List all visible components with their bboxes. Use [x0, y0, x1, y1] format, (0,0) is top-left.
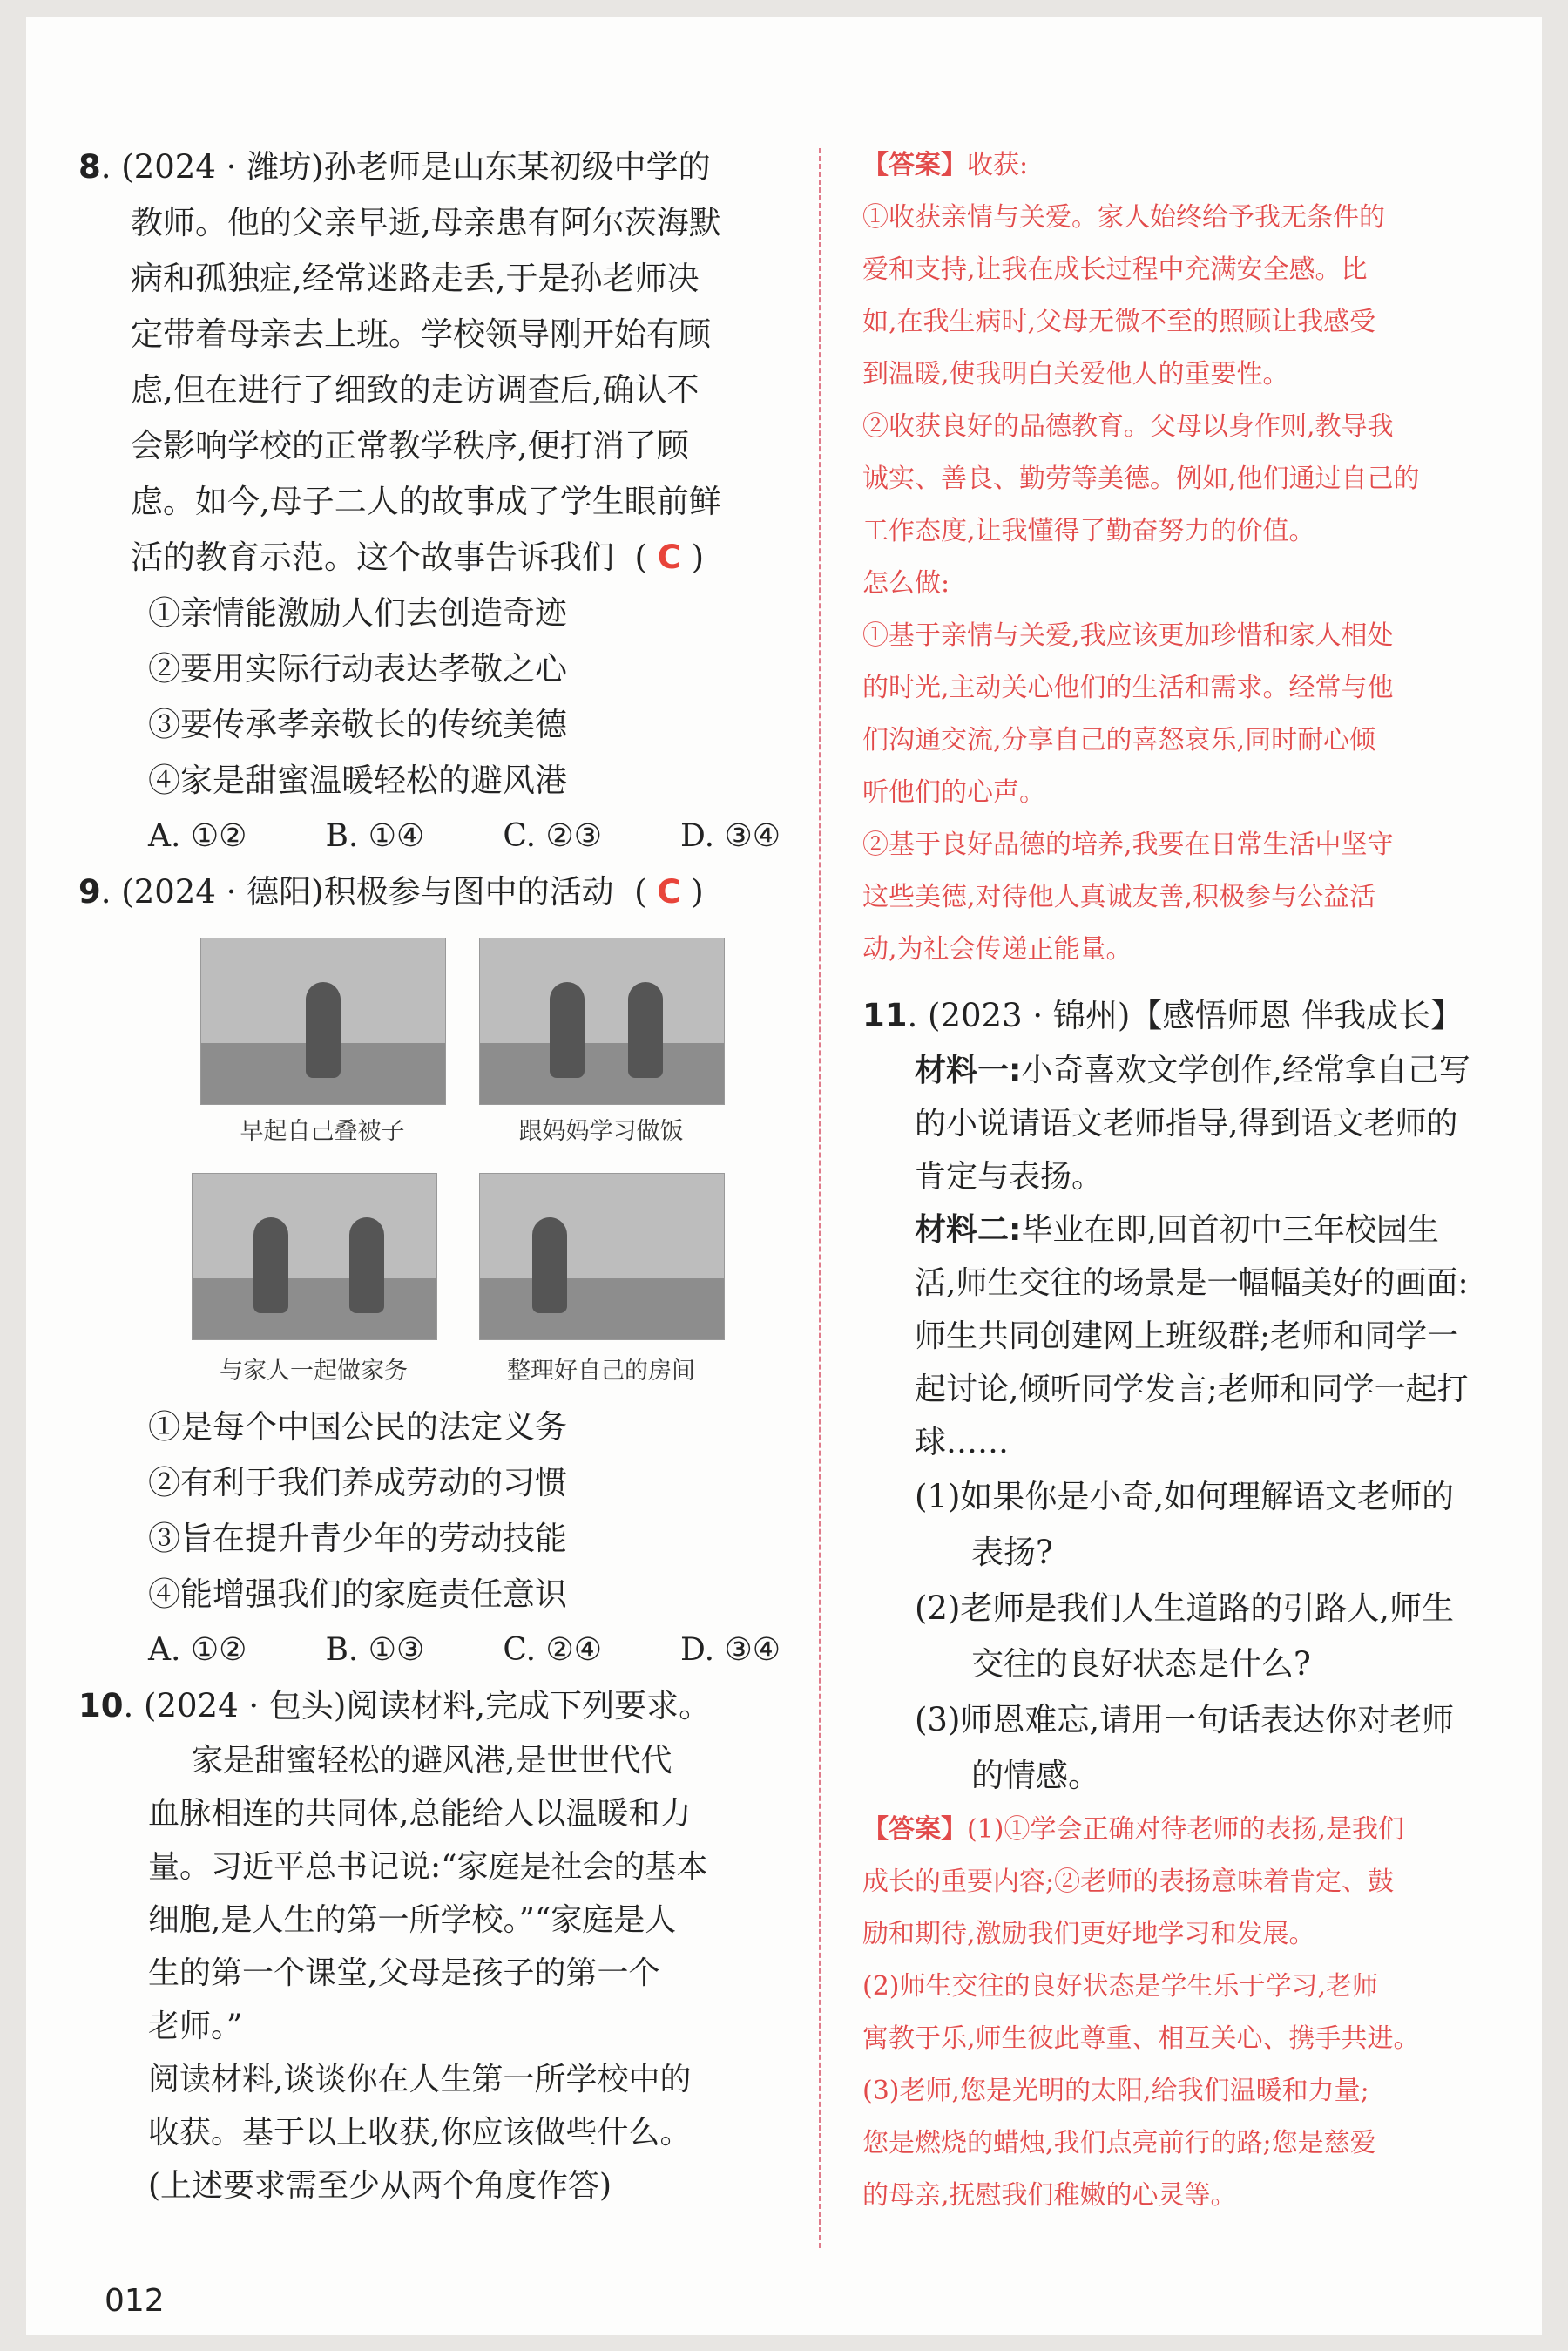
q9-answer: C [657, 873, 681, 911]
q10-answer-line: 工作态度,让我懂得了勤奋努力的价值。 [862, 516, 1315, 546]
q8-number: 8 [78, 148, 101, 186]
q10-answer-line: 如,在我生病时,父母无微不至的照顾让我感受 [862, 307, 1376, 337]
q11-answer-line: 励和期待,激励我们更好地学习和发展。 [862, 1919, 1315, 1949]
q11-m2-line: 球…… [915, 1425, 1010, 1460]
q9-choice-a: A. ①② [148, 1632, 247, 1668]
q11-answer-line: 成长的重要内容;②老师的表扬意味着肯定、鼓 [862, 1867, 1395, 1897]
left-column [78, 139, 801, 2212]
q10-answer-line: 怎么做: [862, 568, 950, 599]
q8-stem-line: 虑,但在进行了细致的走访调查后,确认不 [131, 371, 700, 409]
right-column [862, 139, 1524, 2222]
q11-m2-text: 毕业在即,回首初中三年校园生 [1021, 1212, 1439, 1248]
q9-option: ②有利于我们养成劳动的习惯 [148, 1464, 567, 1501]
q10-answer-line: 动,为社会传递正能量。 [862, 934, 1132, 965]
q8-stem-line: 教师。他的父亲早逝,母亲患有阿尔茨海默 [131, 204, 721, 241]
q10-material-line: 量。习近平总书记说:“家庭是社会的基本 [148, 1849, 708, 1885]
q8-stem-line: 会影响学校的正常教学秩序,便打消了顾 [131, 427, 689, 464]
q9-option: ④能增强我们的家庭责任意识 [148, 1575, 567, 1613]
q8-option: ③要传承孝亲敬长的传统美德 [148, 706, 567, 743]
question-11 [862, 988, 1524, 2222]
page-number: 012 [105, 2283, 165, 2319]
q10-answer-line: 这些美德,对待他人真诚友善,积极参与公益活 [862, 882, 1376, 912]
q11-answer-line: 寓教于乐,师生彼此尊重、相互关心、携手共进。 [862, 2023, 1420, 2054]
q11-subquestion-3: (3)师恩难忘,请用一句话表达你对老师 [915, 1701, 1455, 1738]
illustration-tidy-room [479, 1173, 725, 1340]
q10-answer-block [862, 139, 1524, 976]
q9-number: 9 [78, 873, 101, 911]
q10-task-line: 收获。基于以上收获,你应该做些什么。 [148, 2115, 692, 2151]
q11-answer-line: 的母亲,抚慰我们稚嫩的心灵等。 [862, 2180, 1237, 2211]
q10-answer-line: 的时光,主动关心他们的生活和需求。经常与他 [862, 673, 1394, 703]
q11-subquestion-1: (1)如果你是小奇,如何理解语文老师的 [915, 1478, 1455, 1515]
q10-answer-line: 诚实、善良、勤劳等美德。例如,他们通过自己的 [862, 464, 1420, 494]
q10-answer-line: 爱和支持,让我在成长过程中充满安全感。比 [862, 254, 1368, 285]
q10-stem [78, 1678, 801, 1734]
material-2-label: 材料二: [915, 1212, 1022, 1248]
q9-choice-b: B. ①③ [325, 1632, 425, 1668]
q8-stem-line: 病和孤独症,经常迷路走丢,于是孙老师决 [131, 260, 700, 297]
question-8 [78, 139, 801, 864]
q10-answer-line: ①基于亲情与关爱,我应该更加珍惜和家人相处 [862, 620, 1394, 651]
q11-answer-line: (3)老师,您是光明的太阳,给我们温暖和力量; [862, 2076, 1369, 2106]
q10-answer-line: 们沟通交流,分享自己的喜怒哀乐,同时耐心倾 [862, 725, 1376, 755]
illustration-cooking [479, 938, 725, 1105]
q8-option: ②要用实际行动表达孝敬之心 [148, 650, 567, 688]
caption-folding-quilt: 早起自己叠被子 [240, 1118, 405, 1145]
q11-m1-text: 小奇喜欢文学创作,经常拿自己写 [1021, 1053, 1470, 1088]
q8-stem-line [78, 530, 801, 586]
q9-paren-open: ( [634, 873, 647, 911]
question-9 [78, 864, 801, 1678]
q10-answer-line: ②基于良好品德的培养,我要在日常生活中坚守 [862, 830, 1394, 860]
q8-paren-close: ) [691, 539, 705, 576]
q10-material-line: 细胞,是人生的第一所学校。”“家庭是人 [148, 1902, 677, 1938]
q9-option: ①是每个中国公民的法定义务 [148, 1408, 567, 1446]
q8-choice-a: A. ①② [148, 818, 247, 854]
q10-answer-text: 收获: [967, 150, 1029, 180]
q8-option: ①亲情能激励人们去创造奇迹 [148, 594, 567, 632]
material-1-label: 材料一: [915, 1053, 1022, 1088]
q11-subquestion-2: (2)老师是我们人生道路的引路人,师生 [915, 1589, 1455, 1627]
q9-illustrations [148, 929, 758, 1399]
q11-m2-line: 师生共同创建网上班级群;老师和同学一 [915, 1318, 1459, 1354]
q8-choice-d: D. ③④ [680, 818, 781, 854]
q11-subquestion-3-cont: 的情感。 [971, 1757, 1100, 1794]
answer-tag: 【答案】 [862, 1814, 967, 1845]
q11-m1-line: 的小说请语文老师指导,得到语文老师的 [915, 1106, 1458, 1142]
q10-answer-line: ①收获亲情与关爱。家人始终给予我无条件的 [862, 202, 1385, 233]
q9-stem [78, 864, 801, 920]
question-10 [78, 1678, 801, 2212]
q8-answer: C [657, 539, 681, 576]
q10-material-line: 生的第一个课堂,父母是孩子的第一个 [148, 1955, 660, 1991]
q10-material-line: 老师。” [148, 2009, 243, 2044]
q8-line: . (2024 · 潍坊)孙老师是山东某初级中学的 [100, 148, 711, 186]
q10-material-line: 家是甜蜜轻松的避风港,是世世代代 [192, 1743, 672, 1778]
q9-paren-close: ) [691, 873, 704, 911]
q10-number: 10 [78, 1687, 124, 1724]
answer-tag: 【答案】 [862, 150, 967, 180]
q8-choice-c: C. ②③ [503, 818, 603, 854]
q10-answer-line: 到温暖,使我明白关爱他人的重要性。 [862, 359, 1289, 390]
q10-answer-line: ②收获良好的品德教育。父母以身作则,教导我 [862, 411, 1394, 442]
q11-material-1 [862, 1044, 1524, 1097]
q11-answer-line: 您是燃烧的蜡烛,我们点亮前行的路;您是慈爱 [862, 2128, 1376, 2158]
q9-choices [78, 1623, 801, 1678]
q9-choice-c: C. ②④ [503, 1632, 603, 1668]
q8-paren-open: ( [634, 539, 647, 576]
q8-line: 活的教育示范。这个故事告诉我们 [131, 539, 614, 576]
q11-answer-line [862, 1804, 1524, 1856]
q11-number: 11 [862, 997, 908, 1034]
q10-task-line: 阅读材料,谈谈你在人生第一所学校中的 [148, 2062, 692, 2097]
q8-choices [78, 809, 801, 864]
q8-choice-b: B. ①④ [325, 818, 425, 854]
q8-option: ④家是甜蜜温暖轻松的避风港 [148, 762, 567, 799]
q11-subquestion-1-cont: 表扬? [971, 1534, 1053, 1571]
column-divider [819, 148, 821, 2248]
caption-cooking: 跟妈妈学习做饭 [518, 1118, 684, 1145]
q8-stem-line [78, 139, 801, 195]
q11-stem [862, 988, 1524, 1044]
q11-stem-text: . (2023 · 锦州)【感悟师恩 伴我成长】 [907, 997, 1463, 1034]
q9-choice-d: D. ③④ [680, 1632, 781, 1668]
caption-tidy-room: 整理好自己的房间 [507, 1358, 695, 1385]
q8-stem-line: 定带着母亲去上班。学校领导刚开始有顾 [131, 315, 711, 353]
caption-housework: 与家人一起做家务 [220, 1358, 408, 1385]
q10-stem-text: . (2024 · 包头)阅读材料,完成下列要求。 [123, 1687, 712, 1724]
q11-answer-text: (1)①学会正确对待老师的表扬,是我们 [967, 1814, 1405, 1845]
q9-option: ③旨在提升青少年的劳动技能 [148, 1520, 567, 1557]
q11-answer-line: (2)师生交往的良好状态是学生乐于学习,老师 [862, 1971, 1379, 2002]
q11-m1-line: 肯定与表扬。 [915, 1159, 1104, 1195]
illustration-housework [192, 1173, 437, 1340]
q10-answer-line: 听他们的心声。 [862, 777, 1045, 808]
q11-material-2 [862, 1203, 1524, 1257]
q11-subquestion-2-cont: 交往的良好状态是什么? [971, 1645, 1311, 1683]
q8-stem-line: 虑。如今,母子二人的故事成了学生眼前鲜 [131, 483, 721, 520]
q10-answer-line [862, 139, 1524, 192]
q11-m2-line: 起讨论,倾听同学发言;老师和同学一起打 [915, 1372, 1469, 1407]
q10-task-line: (上述要求需至少从两个角度作答) [148, 2168, 612, 2204]
textbook-page [26, 17, 1542, 2335]
q9-stem-text: . (2024 · 德阳)积极参与图中的活动 [100, 873, 614, 911]
q11-m2-line: 活,师生交往的场景是一幅幅美好的画面: [915, 1265, 1469, 1301]
illustration-folding-quilt [200, 938, 446, 1105]
q10-material-line: 血脉相连的共同体,总能给人以温暖和力 [148, 1796, 692, 1832]
